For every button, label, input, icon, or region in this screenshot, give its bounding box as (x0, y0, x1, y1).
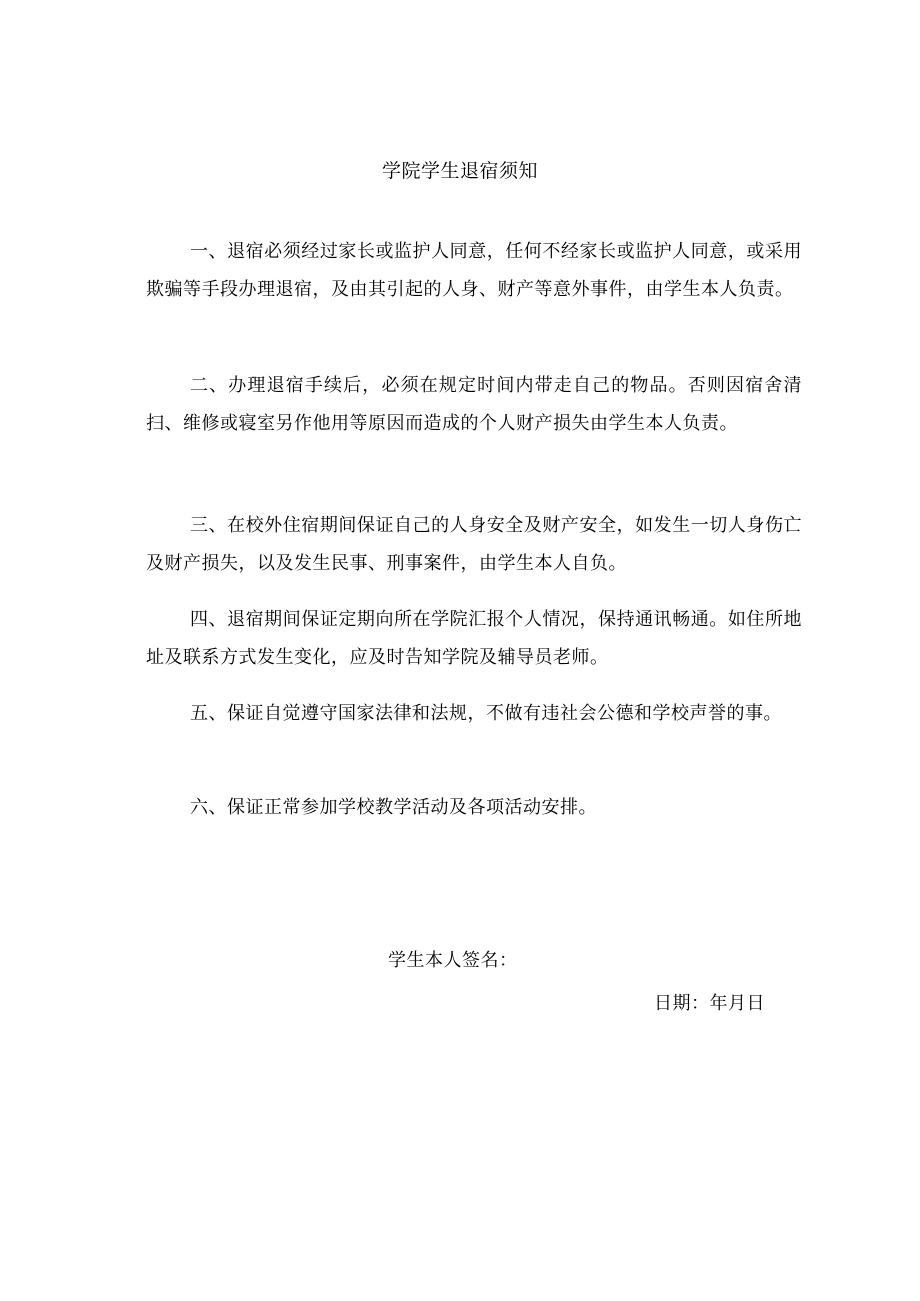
paragraph-3: 三、在校外住宿期间保证自己的人身安全及财产安全，如发生一切人身伤亡及财产损失，以及发生民事、刑事案件，由学生本人自负。 (146, 515, 802, 574)
paragraph-5: 五、保证自觉遵守国家法律和法规，不做有违社会公德和学校声誉的事。 (190, 703, 782, 724)
paragraph-2: 二、办理退宿手续后，必须在规定时间内带走自己的物品。否则因宿舍清扫、维修或寝室另作他用等原因而造成的个人财产损失由学生本人负责。 (146, 375, 802, 434)
document-title: 学院学生退宿须知 (381, 160, 538, 182)
paragraph-6: 六、保证正常参加学校教学活动及各项活动安排。 (190, 797, 597, 818)
paragraph-1: 一、退宿必须经过家长或监护人同意，任何不经家长或监护人同意，或采用欺骗等手段办理退宿，及由其引起的人身、财产等意外事件，由学生本人负责。 (146, 241, 802, 300)
paragraph-4: 四、退宿期间保证定期向所在学院汇报个人情况，保持通讯畅通。如住所地址及联系方式发生变化，应及时告知学院及辅导员老师。 (146, 609, 802, 668)
date-label: 日期：年月日 (654, 993, 765, 1014)
signature-label: 学生本人签名： (388, 950, 518, 971)
